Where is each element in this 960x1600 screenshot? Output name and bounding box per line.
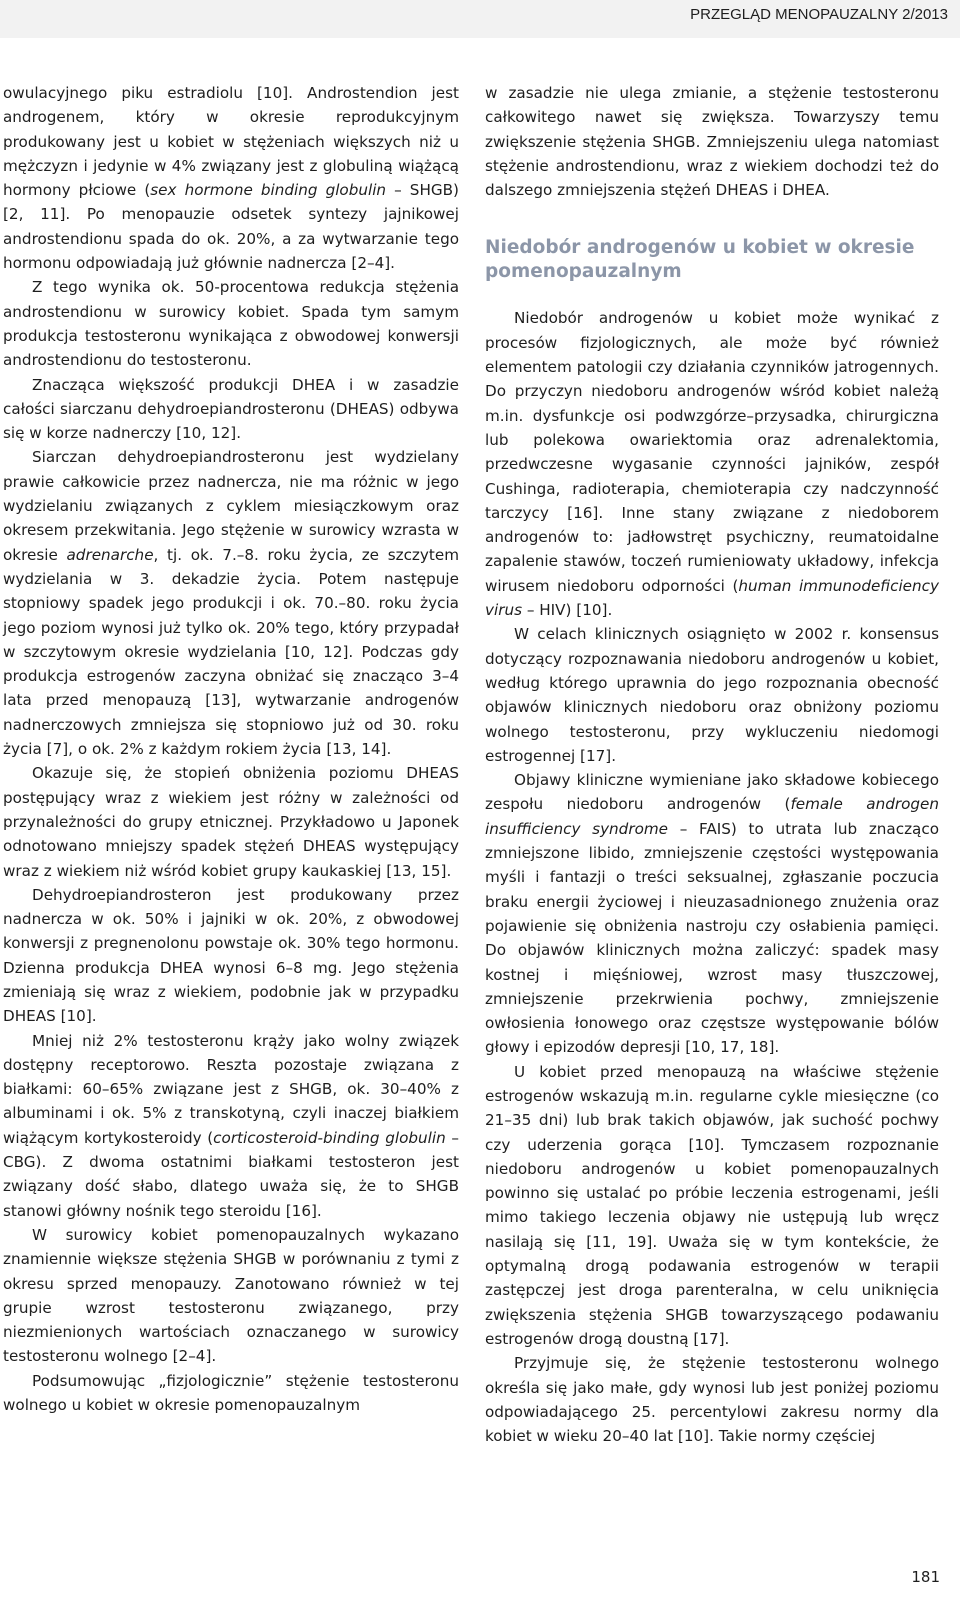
text-run: – CBG). Z dwoma ostatnimi białkami testosteron jest związany dość słabo, dlatego uważa się, że to SHGB stanowi główny nośnik tego steroidu [16]. xyxy=(3,1128,459,1220)
paragraph xyxy=(485,306,939,622)
paragraph xyxy=(485,622,939,768)
paragraph xyxy=(485,1351,939,1448)
paragraph xyxy=(3,1369,459,1418)
right-column-section-body xyxy=(485,306,939,1448)
paragraph xyxy=(3,1029,459,1223)
text-run: , tj. ok. 7.–8. roku życia, ze szczytem wydzielania w 3. dekadzie życia. Potem następuje stopniowy spadek jego produkcji i ok. 70.–80. roku życia jego poziom wynosi już tylko ok. 20% tego, który przypadał w szczytowym okresie wydzielania [10, 12]. Podczas gdy produkcja estrogenów zaczyna obniżać się znacząco 3–4 lata przed menopauzą [13], wytwarzanie androgenów nadnerczowych zmniejsza się stopniowo już od 30. roku życia [7], o ok. 2% z każdym rokiem życia [13, 14]. xyxy=(3,545,459,759)
text-run: Siarczan dehydroepiandrosteronu jest wydzielany prawie całkowicie przez nadnercza, nie ma różnic w jego wydzielaniu związanych z cyklem miesiączkowym oraz okresem przekwitania. Jego stężenie w surowicy wzrasta w okresie xyxy=(3,448,459,564)
text-run: Z tego wynika ok. 50-procentowa redukcja stężenia androstendionu w surowicy kobiet. Spada tym samym produkcja testosteronu wynikająca z obwodowej konwersji androstendionu do testosteronu. xyxy=(3,278,459,370)
text-run: Przyjmuje się, że stężenie testosteronu wolnego określa się jako małe, gdy wynosi lub jest poniżej poziomu odpowiadającego 25. percentylowi zakresu normy dla kobiet w wieku 20–40 lat [10]. Takie normy częściej xyxy=(485,1354,939,1446)
paragraph xyxy=(3,275,459,372)
italic-term: corticosteroid-binding globulin xyxy=(213,1128,446,1147)
italic-term: sex hormone binding globulin xyxy=(150,181,387,200)
right-column xyxy=(485,81,939,1448)
journal-header-bar xyxy=(0,0,960,38)
text-run: Podsumowując „fizjologicznie” stężenie testosteronu wolnego u kobiet w okresie pomenopauzalnym xyxy=(3,1371,459,1415)
text-run: Niedobór androgenów u kobiet może wynikać z procesów fizjologicznych, ale może być również elementem patologii czy działania czynników jatrogennych. Do przyczyn niedoboru androgenów wśród kobiet należą m.in. dysfunkcje osi podwzgórze–przysadka, chirurgiczna lub polekowa owariektomia oraz adrenalektomia, przedwczesne wygasanie czynności jajników, zespół Cushinga, radioterapia, chemioterapia czy nadczynność tarczycy [16]. Inne stany związane z niedoborem androgenów to: jadłowstręt psychiczny, reumatoidalne zapalenie stawów, toczeń rumieniowaty układowy, infekcja wirusem niedoboru odporności ( xyxy=(485,309,939,595)
journal-title: PRZEGLĄD MENOPAUZALNY 2/2013 xyxy=(690,6,948,23)
paragraph xyxy=(3,373,459,446)
text-run: – HIV) [10]. xyxy=(522,601,613,620)
paragraph xyxy=(485,81,939,202)
text-run: – FAIS) to utrata lub znacząco zmniejszone libido, zmniejszenie częstości występowania myśli i fantazji o treści seksualnej, zgłaszanie poczucia braku energii życiowej i nieuzasadnionego znużenia oraz pojawienie się obniżenia nastroju czy osłabienia pamięci. Do objawów klinicznych można zaliczyć: spadek masy kostnej i mięśniowej, wzrost masy tłuszczowej, zmniejszenie przekrwienia pochwy, zmniejszenie owłosienia łonowego oraz częstsze występowanie bólów głowy i epizodów depresji [10, 17, 18]. xyxy=(485,819,939,1057)
paragraph xyxy=(3,883,459,1029)
italic-term: human immunodeficiency virus xyxy=(485,576,939,620)
paragraph xyxy=(485,1060,939,1352)
paragraph xyxy=(485,768,939,1060)
text-run: Okazuje się, że stopień obniżenia poziomu DHEAS postępujący wraz z wiekiem jest różny w zależności od przynależności do grupy etnicznej. Przykładowo u Japonek odnotowano mniejszy spadek stężeń DHEAS występujący wraz z wiekiem niż wśród kobiet grupy kaukaskiej [13, 15]. xyxy=(3,764,459,880)
text-run: Objawy kliniczne wymieniane jako składowe kobiecego zespołu niedoboru androgenów ( xyxy=(485,771,939,814)
right-column-intro xyxy=(485,81,939,202)
text-run: Dehydroepiandrosteron jest produkowany przez nadnercza w ok. 50% i jajniki w ok. 20%, z obwodowej konwersji z pregnenolonu powstaje ok. 30% tego hormonu. Dzienna produkcja DHEA wynosi 6–8 mg. Jego stężenia zmieniają się wraz z wiekiem, podobnie jak w przypadku DHEAS [10]. xyxy=(3,885,459,1026)
text-run: owulacyjnego piku estradiolu [10]. Androstendion jest androgenem, który w okresie reprodukcyjnym produkowany jest u kobiet w stężeniach większych niż u mężczyzn i jedynie w 4% związany jest z globuliną wiążącą hormony płciowe ( xyxy=(3,84,459,200)
text-run: Mniej niż 2% testosteronu krąży jako wolny związek dostępny receptorowo. Reszta pozostaje związana z białkami: 60–65% związane jest z SHGB, ok. 30–40% z albuminami i ok. 5% z transkotyną, czyli inaczej białkiem wiążącym kortykosteroidy ( xyxy=(3,1031,459,1147)
text-run: w zasadzie nie ulega zmianie, a stężenie testosteronu całkowitego nawet się zwiększa. Towarzyszy temu zwiększenie stężenia SHGB. Zmniejszeniu ulega natomiast stężenie androstendionu, wraz z wiekiem dochodzi też do dalszego zmniejszenia stężeń DHEAS i DHEA. xyxy=(485,84,939,200)
page-number: 181 xyxy=(911,1568,940,1586)
paragraph xyxy=(3,445,459,761)
text-run: W celach klinicznych osiągnięto w 2002 r. konsensus dotyczący rozpoznawania niedoboru androgenów u kobiet, według którego uprawnia do jego rozpoznania obecność objawów klinicznych niedoboru oraz obniżony poziomu wolnego testosteronu, przy wykluczeniu niedomogi estrogennej [17]. xyxy=(485,625,939,765)
left-column xyxy=(3,81,459,1417)
italic-term: adrenarche xyxy=(66,545,154,564)
section-heading: Niedobór androgenów u kobiet w okresie pomenopauzalnym xyxy=(485,237,915,283)
text-run: – SHGB) [2, 11]. Po menopauzie odsetek syntezy jajnikowej androstendionu spada do ok. 20%, a za wytwarzanie tego hormonu odpowiadają już głównie nadnercza [2–4]. xyxy=(3,181,459,273)
text-run: Znacząca większość produkcji DHEA i w zasadzie całości siarczanu dehydroepiandrosteronu (DHEAS) odbywa się w korze nadnerczy [10, 12]. xyxy=(3,375,459,443)
paragraph xyxy=(3,761,459,882)
text-run: U kobiet przed menopauzą na właściwe stężenie estrogenów wskazują m.in. regularne cykle miesięczne (co 21–35 dni) lub brak takich objawów, jak suchość pochwy czy uderzenia gorąca [10]. Tymczasem rozpoznanie niedoboru androgenów u kobiet pomenopauzalnych powinno się ustalać po próbie leczenia estrogenami, jeśli mimo takiego leczenia objawy nie ustępują lub wręcz nasilają się [11, 19]. Uważa się w tym kontekście, że optymalną drogą podawania estrogenów w terapii zastępczej jest droga parenteralna, w celu uniknięcia zwiększenia stężenia SHGB towarzyszącego podawaniu estrogenów drogą doustną [17]. xyxy=(485,1062,939,1348)
paragraph xyxy=(3,1223,459,1369)
text-run: W surowicy kobiet pomenopauzalnych wykazano znamiennie większe stężenia SHGB w porównaniu z tymi z okresu sprzed menopauzy. Zanotowano również w tej grupie wzrost testosteronu związanego, przy niezmienionych wartościach oznaczanego w surowicy testosteronu wolnego [2–4]. xyxy=(3,1225,459,1366)
paragraph xyxy=(3,81,459,275)
italic-term: female androgen insufficiency syndrome xyxy=(485,795,939,838)
